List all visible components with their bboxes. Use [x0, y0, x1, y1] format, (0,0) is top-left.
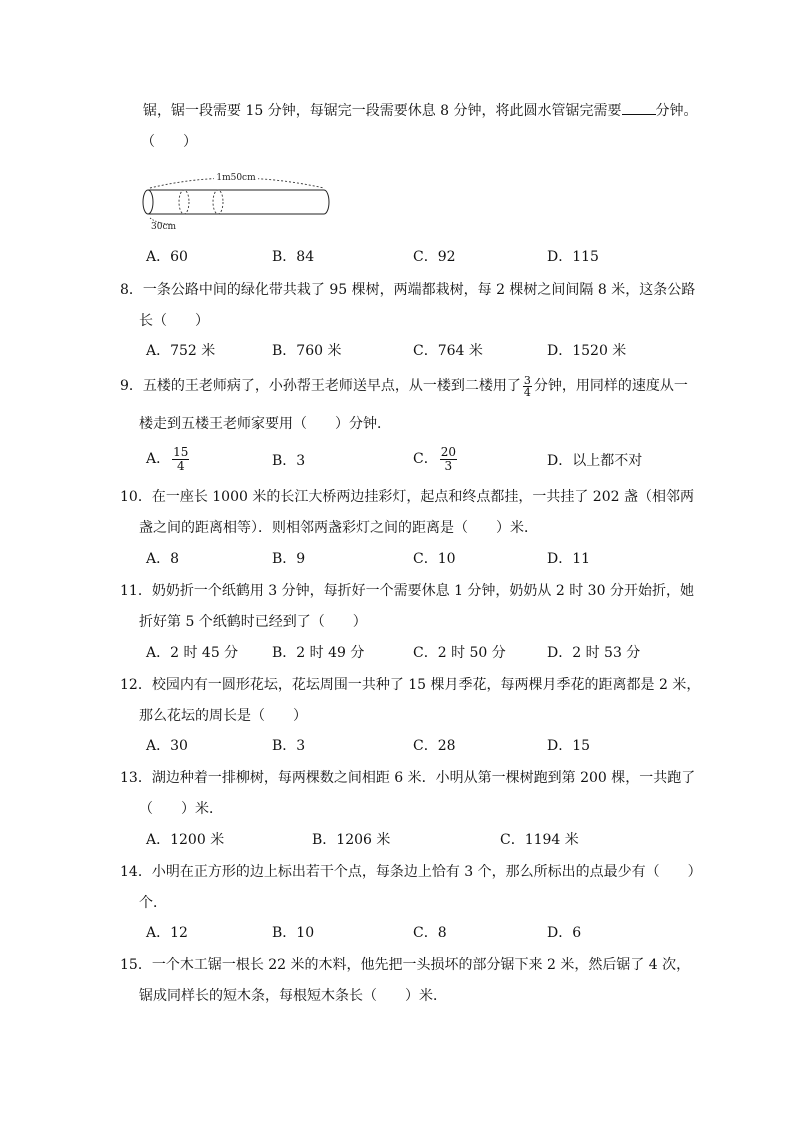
q14-option-c[interactable]: C．8	[413, 925, 447, 941]
q15-line2: 锯成同样长的短木条，每根短木条长（ ）米．	[139, 988, 447, 1004]
q8-line1: 8．一条公路中间的绿化带共栽了 95 棵树，两端都栽树，每 2 棵树之间间隔 8 米，这条公路	[120, 282, 696, 298]
q10-option-d[interactable]: D．11	[547, 551, 591, 567]
q13-line1: 13．湖边种着一排柳树，每两棵数之间相距 6 米．小明从第一棵树跑到第 200 棵，一共跑了	[120, 770, 696, 786]
q11-line2: 折好第 5 个纸鹤时已经到了（ ）	[139, 614, 367, 630]
q9-option-d[interactable]: D．以上都不对	[547, 453, 643, 469]
q8-option-d[interactable]: D．1520 米	[547, 343, 627, 359]
section-label: 30cm	[151, 222, 177, 232]
q15-line1: 15．一个木工锯一根长 22 米的木料，他先把一头损坏的部分锯下来 2 米，然后锯了 4 次，	[120, 957, 691, 973]
q9-option-a[interactable]: A． $\frac{15}{4}$	[146, 444, 189, 473]
q11-option-c[interactable]: C．2 时 50 分	[413, 645, 506, 661]
q12-line1: 12．校园内有一圆形花坛，花坛周围一共种了 15 棵月季花，每两棵月季花的距离都是 2 米，	[120, 677, 701, 693]
q14-option-a[interactable]: A．12	[146, 925, 188, 941]
q8-line2: 长（ ）	[139, 313, 209, 329]
q9-line2: 楼走到五楼王老师家要用（ ）分钟．	[139, 416, 391, 432]
q10-line2: 盏之间的距离相等）．则相邻两盏彩灯之间的距离是（ ）米．	[139, 520, 538, 536]
fraction: $\frac{20}{3}$	[440, 444, 456, 473]
q7-option-d[interactable]: D．115	[547, 249, 599, 265]
q13-option-c[interactable]: C．1194 米	[500, 832, 579, 848]
q8-option-b[interactable]: B．760 米	[272, 343, 342, 359]
q10-option-c[interactable]: C．10	[413, 551, 456, 567]
q9-line1: 9．五楼的王老师病了，小孙帮王老师送早点，从一楼到二楼用了 $\frac{3}{4}$ 分钟，用同样的速度从一	[120, 373, 688, 399]
q12-option-d[interactable]: D．15	[547, 738, 591, 754]
q11-line1: 11．奶奶折一个纸鹤用 3 分钟，每折好一个需要休息 1 分钟，奶奶从 2 时 30 分开始折，她	[120, 583, 694, 599]
q11-option-b[interactable]: B．2 时 49 分	[272, 645, 365, 661]
pipe-figure	[138, 166, 334, 232]
fraction: $\frac{15}{4}$	[173, 444, 189, 473]
q7-line1: 锯，锯一段需要 15 分钟，每锯完一段需要休息 8 分钟，将此圆水管锯完需要 分钟。	[143, 100, 698, 121]
q11-option-d[interactable]: D．2 时 53 分	[547, 645, 641, 661]
q13-line2: （ ）米．	[139, 801, 223, 817]
q12-option-b[interactable]: B．3	[272, 738, 306, 754]
q13-option-b[interactable]: B．1206 米	[312, 832, 391, 848]
q7-option-b[interactable]: B．84	[272, 249, 315, 265]
q7-option-a[interactable]: A．60	[146, 249, 188, 265]
q10-line1: 10．在一座长 1000 米的长江大桥两边挂彩灯，起点和终点都挂，一共挂了 202 盏（相邻两	[120, 489, 694, 505]
q14-line1: 14．小明在正方形的边上标出若干个点，每条边上恰有 3 个，那么所标出的点最少有（ ）	[120, 864, 702, 880]
q12-line2: 那么花坛的周长是（ ）	[139, 708, 307, 724]
fraction-three-quarters: $\frac{3}{4}$	[523, 373, 531, 399]
q8-option-a[interactable]: A．752 米	[146, 343, 216, 359]
q10-option-b[interactable]: B．9	[272, 551, 306, 567]
q7-option-c[interactable]: C．92	[413, 249, 456, 265]
q7-line2: （ ）	[141, 134, 197, 150]
q9-option-c[interactable]: C． $\frac{20}{3}$	[413, 444, 456, 473]
q12-option-c[interactable]: C．28	[413, 738, 456, 754]
q10-option-a[interactable]: A．8	[146, 551, 180, 567]
q14-option-d[interactable]: D．6	[547, 925, 582, 941]
q14-option-b[interactable]: B．10	[272, 925, 315, 941]
q12-option-a[interactable]: A．30	[146, 738, 188, 754]
q9-option-b[interactable]: B．3	[272, 453, 306, 469]
q13-option-a[interactable]: A．1200 米	[146, 832, 225, 848]
length-label: 1m50cm	[216, 173, 256, 183]
q11-option-a[interactable]: A．2 时 45 分	[146, 645, 239, 661]
answer-blank	[622, 100, 656, 115]
q14-line2: 个．	[139, 895, 167, 911]
q8-option-c[interactable]: C．764 米	[413, 343, 483, 359]
